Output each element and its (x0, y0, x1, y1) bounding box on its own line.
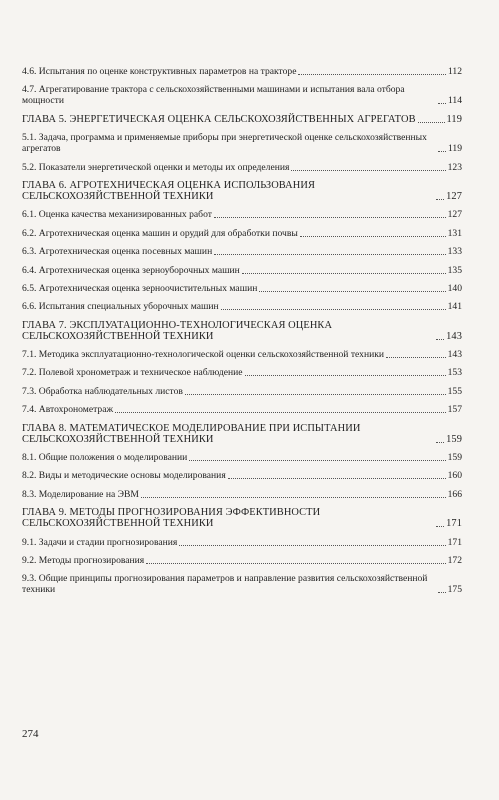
dot-leader (298, 73, 445, 75)
dot-leader (141, 496, 446, 498)
toc-section-entry (22, 489, 462, 500)
toc-section-entry (22, 349, 462, 360)
toc-entry-page: 172 (447, 554, 462, 566)
toc-entry-page: 160 (447, 470, 462, 482)
toc-entry-page: 114 (447, 95, 462, 107)
toc-entry-title: 5.1. Задача, программа и применяемые приборы при энергетической оценке сельскохозяйственных агрегатов (22, 132, 427, 155)
toc-entry-title: ГЛАВА 8. МАТЕМАТИЧЕСКОЕ МОДЕЛИРОВАНИЕ ПРИ ИСПЫТАНИИ СЕЛЬСКОХОЗЯЙСТВЕННОЙ ТЕХНИКИ (22, 422, 361, 445)
toc-entry-page: 140 (447, 282, 462, 294)
toc-entry-page: 133 (447, 246, 462, 258)
toc-entry-page: 166 (447, 488, 462, 500)
page-number: 274 (22, 728, 39, 740)
toc-section-entry (22, 452, 462, 463)
toc-entry-title: 9.3. Общие принципы прогнозирования параметров и направление развития сельскохозяйственной техники (22, 573, 428, 596)
toc-entry-title: 9.1. Задачи и стадии прогнозирования (22, 536, 178, 548)
dot-leader (291, 169, 445, 171)
toc-entry-title: 6.2. Агротехническая оценка машин и орудий для обработки почвы (22, 227, 298, 239)
toc-section-entry (22, 246, 462, 257)
toc-entry-title: 7.1. Методика эксплуатационно-технологической оценки сельскохозяйственной техники (22, 349, 385, 361)
dot-leader (115, 411, 446, 413)
toc-entry-page: 123 (447, 161, 462, 173)
toc-entry-title: 6.1. Оценка качества механизированных работ (22, 209, 212, 221)
dot-leader (228, 477, 446, 479)
toc-entry-title: ГЛАВА 9. МЕТОДЫ ПРОГНОЗИРОВАНИЯ ЭФФЕКТИВНОСТИ СЕЛЬСКОХОЗЯЙСТВЕННОЙ ТЕХНИКИ (22, 507, 321, 530)
toc-entry-title: ГЛАВА 6. АГРОТЕХНИЧЕСКАЯ ОЦЕНКА ИСПОЛЬЗОВАНИЯ СЕЛЬСКОХОЗЯЙСТВЕННОЙ ТЕХНИКИ (22, 179, 316, 202)
toc-entry-page: 141 (447, 301, 462, 313)
dot-leader (386, 356, 446, 358)
toc-chapter-entry (22, 180, 462, 202)
toc-entry-page: 171 (446, 518, 462, 530)
dot-leader (221, 308, 446, 310)
toc-section-entry (22, 84, 462, 106)
dot-leader (300, 235, 446, 237)
toc-section-entry (22, 265, 462, 276)
toc-entry-title: 8.2. Виды и методические основы моделирования (22, 470, 226, 482)
toc-section-entry (22, 301, 462, 312)
toc-entry-page: 131 (447, 227, 462, 239)
toc-entry-page: 153 (447, 367, 462, 379)
dot-leader (438, 591, 446, 593)
toc-entry-page: 157 (447, 404, 462, 416)
toc-section-entry (22, 66, 462, 77)
toc-entry-page: 143 (446, 330, 462, 342)
toc-chapter-entry (22, 507, 462, 529)
toc-section-entry (22, 555, 462, 566)
toc-entry-page: 112 (447, 66, 462, 77)
dot-leader (436, 441, 444, 443)
toc-section-entry (22, 162, 462, 173)
toc-section-entry (22, 470, 462, 481)
toc-entry-title: 8.1. Общие положения о моделировании (22, 452, 188, 464)
toc-entry-title: 7.4. Автохронометраж (22, 404, 114, 416)
toc-chapter-entry (22, 114, 462, 125)
toc-entry-title: 8.3. Моделирование на ЭВМ (22, 488, 139, 500)
toc-entry-page: 159 (447, 452, 462, 464)
dot-leader (438, 150, 446, 152)
toc-entry-page: 127 (447, 209, 462, 221)
toc-entry-page: 119 (446, 113, 462, 125)
toc-section-entry (22, 228, 462, 239)
toc-section-entry (22, 132, 462, 154)
toc-entry-title: 6.5. Агротехническая оценка зерноочистительных машин (22, 282, 258, 294)
toc-entry-page: 159 (446, 433, 462, 445)
dot-leader (418, 121, 445, 123)
toc-entry-page: 155 (447, 385, 462, 397)
toc-entry-title: 5.2. Показатели энергетической оценки и методы их определения (22, 161, 290, 173)
dot-leader (214, 253, 445, 255)
dot-leader (214, 216, 446, 218)
toc-section-entry (22, 404, 462, 415)
toc-section-entry (22, 283, 462, 294)
dot-leader (185, 393, 446, 395)
toc-entry-title: 7.2. Полевой хронометраж и техническое наблюдение (22, 367, 243, 379)
dot-leader (436, 525, 444, 527)
toc-entry-title: 6.6. Испытания специальных уборочных машин (22, 301, 219, 313)
toc-entry-title: ГЛАВА 5. ЭНЕРГЕТИЧЕСКАЯ ОЦЕНКА СЕЛЬСКОХОЗЯЙСТВЕННЫХ АГРЕГАТОВ (22, 113, 416, 125)
toc-section-entry (22, 209, 462, 220)
dot-leader (146, 562, 445, 564)
toc-section-entry (22, 367, 462, 378)
toc-entry-page: 135 (447, 264, 462, 276)
toc-section-entry (22, 573, 462, 595)
toc-entry-title: 4.6. Испытания по оценке конструктивных параметров на тракторе (22, 66, 297, 77)
toc-section-entry (22, 386, 462, 397)
toc-entry-title: 4.7. Агрегатирование трактора с сельскохозяйственными машинами и испытания вала отбора мощности (22, 84, 405, 107)
dot-leader (438, 102, 446, 104)
toc-entry-title: 6.3. Агротехническая оценка посевных машин (22, 246, 213, 258)
toc-entry-title: 9.2. Методы прогнозирования (22, 554, 145, 566)
toc-entry-title: ГЛАВА 7. ЭКСПЛУАТАЦИОННО-ТЕХНОЛОГИЧЕСКАЯ ОЦЕНКА СЕЛЬСКОХОЗЯЙСТВЕННОЙ ТЕХНИКИ (22, 319, 333, 342)
toc-chapter-entry (22, 423, 462, 445)
toc-entry-title: 7.3. Обработка наблюдательных листов (22, 385, 183, 397)
table-of-contents (22, 66, 462, 603)
toc-entry-page: 143 (447, 349, 462, 361)
dot-leader (242, 272, 446, 274)
toc-entry-page: 171 (447, 536, 462, 548)
dot-leader (189, 459, 445, 461)
toc-section-entry (22, 537, 462, 548)
dot-leader (245, 374, 446, 376)
dot-leader (259, 290, 445, 292)
toc-entry-page: 119 (447, 143, 462, 155)
toc-entry-page: 127 (446, 190, 462, 202)
toc-entry-title: 6.4. Агротехническая оценка зерноуборочных машин (22, 264, 240, 276)
toc-chapter-entry (22, 320, 462, 342)
dot-leader (436, 198, 444, 200)
toc-entry-page: 175 (447, 584, 462, 596)
dot-leader (436, 338, 444, 340)
dot-leader (179, 544, 445, 546)
